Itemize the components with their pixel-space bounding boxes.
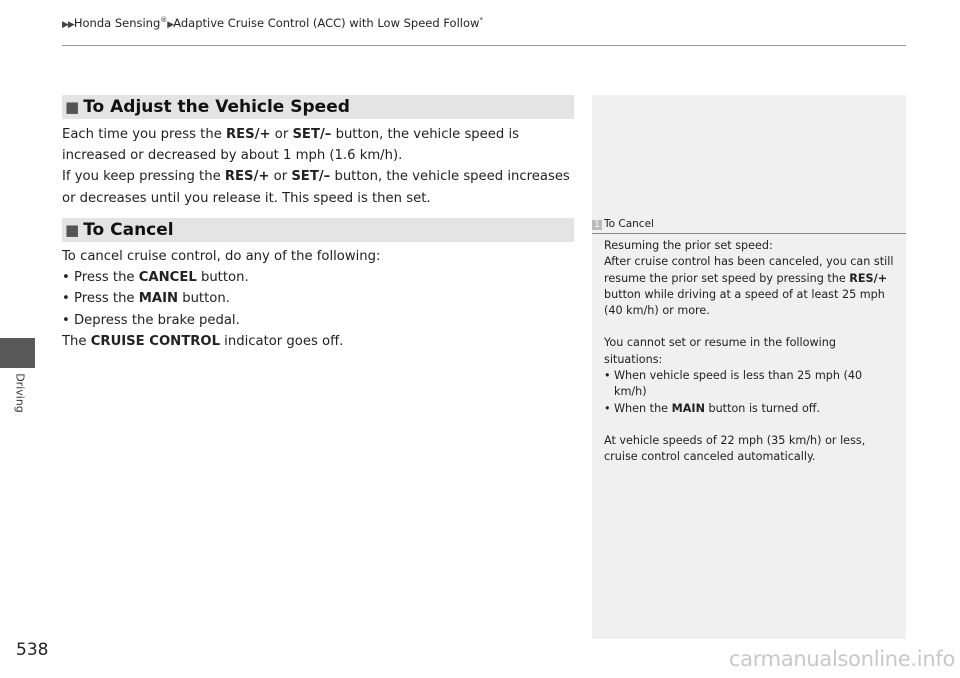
square-bullet-icon: ■ — [65, 220, 80, 239]
section-heading-adjust — [62, 95, 574, 119]
breadcrumb-item-honda-sensing[interactable]: Honda Sensing — [73, 16, 161, 30]
chapter-tab[interactable] — [0, 338, 35, 368]
note-paragraph: You cannot set or resume in the following situations: — [604, 336, 836, 366]
breadcrumb-arrow-icon: ▶ — [167, 20, 174, 30]
breadcrumb — [62, 16, 483, 30]
cancel-intro: To cancel cruise control, do any of the following: — [62, 249, 381, 264]
note-paragraph: After cruise control has been canceled, you can still resume the prior set speed by pressing the RES/+ button while driving at a speed of at least 25 mph (40 km/h) or more. — [604, 255, 894, 318]
section-heading-cancel — [62, 218, 574, 242]
list-item: • When vehicle speed is less than 25 mph (40 km/h) — [604, 368, 896, 401]
list-item: • Press the MAIN button. — [62, 288, 572, 309]
footnote-star: * — [479, 16, 483, 25]
adjust-body — [62, 124, 572, 209]
list-item: • Depress the brake pedal. — [62, 310, 572, 331]
cruise-control-indicator-label: CRUISE CONTROL — [90, 333, 220, 349]
breadcrumb-item-acc[interactable]: Adaptive Cruise Control (ACC) with Low Speed Follow — [173, 16, 480, 30]
section-title-adjust: To Adjust the Vehicle Speed — [83, 97, 350, 117]
res-button-label: RES — [226, 127, 255, 142]
adjust-paragraph-2: If you keep pressing the RES/+ or SET/– button, the vehicle speed increases or decreases until you release it. This speed is then set. — [62, 169, 570, 206]
note-number-icon: 1 — [592, 220, 602, 230]
adjust-paragraph-1: Each time you press the RES/+ or SET/– button, the vehicle speed is increased or decreased by about 1 mph (1.6 km/h). — [62, 127, 520, 164]
header-divider — [62, 45, 906, 46]
main-button-label: MAIN — [138, 291, 179, 307]
registered-mark: ® — [160, 16, 168, 25]
cancel-list — [62, 267, 572, 331]
watermark: carmanualsonline.info — [728, 647, 955, 671]
cancel-end: The CRUISE CONTROL indicator goes off. — [62, 333, 344, 349]
set-button-label: SET — [292, 127, 320, 142]
list-item: • When the MAIN button is turned off. — [604, 401, 896, 417]
chapter-tab-label: Driving — [13, 373, 27, 413]
cancel-body — [62, 246, 572, 352]
section-title-cancel: To Cancel — [83, 220, 174, 240]
chapter-tab-label-wrap — [10, 368, 30, 418]
note-paragraph: At vehicle speeds of 22 mph (35 km/h) or less, cruise control canceled automatically. — [604, 433, 866, 464]
note-title: To Cancel — [604, 218, 654, 230]
square-bullet-icon: ■ — [65, 97, 80, 116]
note-heading[interactable] — [592, 218, 906, 234]
cancel-button-label: CANCEL — [138, 270, 197, 286]
note-divider — [592, 233, 906, 234]
list-item: • Press the CANCEL button. — [62, 267, 572, 288]
breadcrumb-arrow-icon: ▶▶ — [62, 20, 74, 30]
page-number: 538 — [16, 640, 49, 660]
note-list — [604, 368, 896, 417]
note-body — [604, 238, 896, 466]
note-paragraph: Resuming the prior set speed: — [604, 239, 773, 252]
